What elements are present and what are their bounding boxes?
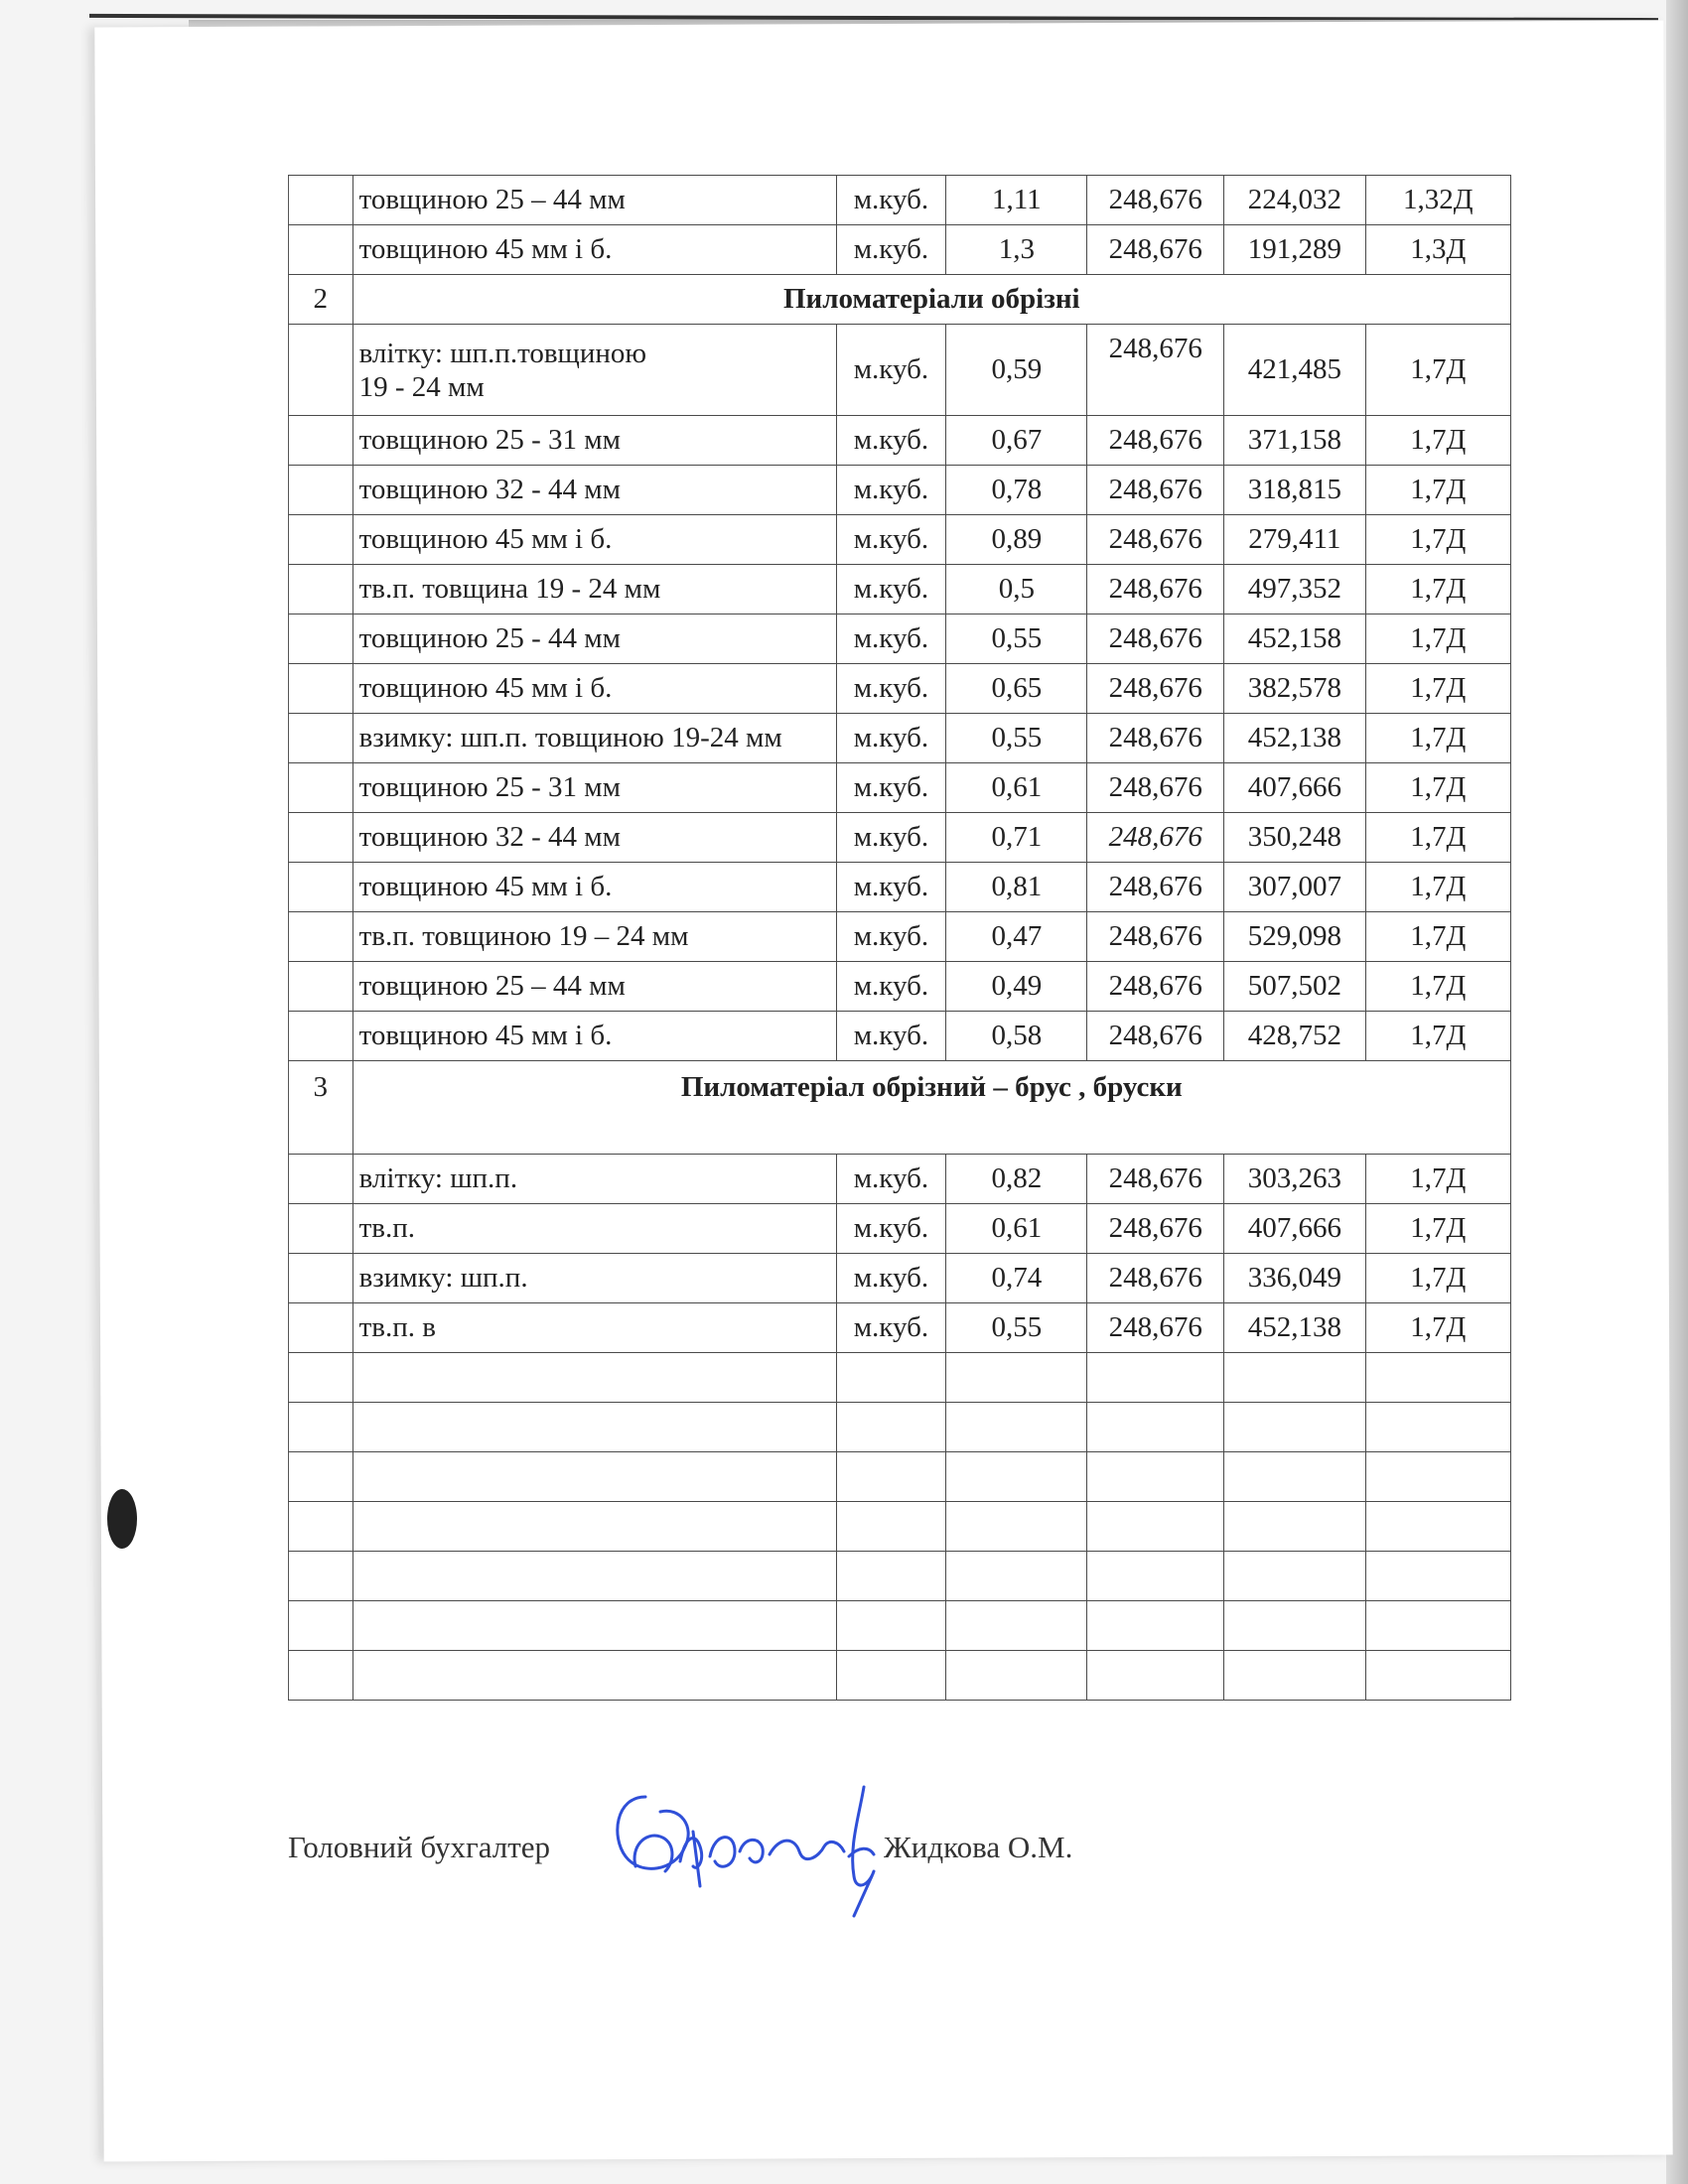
rate-cell: 279,411 [1224,515,1366,565]
punch-hole [107,1489,137,1549]
empty-row [289,1452,1511,1502]
empty-cell [352,1403,836,1452]
unit-cell: м.куб. [836,813,946,863]
rate-cell: 497,352 [1224,565,1366,614]
coefficient-cell: 1,11 [946,176,1087,225]
row-number-cell [289,664,353,714]
code-cell: 1,7Д [1365,813,1510,863]
empty-cell [1224,1353,1366,1403]
empty-cell [289,1601,353,1651]
coefficient-cell: 0,82 [946,1155,1087,1204]
row-number-cell [289,763,353,813]
empty-cell [1365,1353,1510,1403]
price-cell: 248,676 [1087,962,1224,1012]
row-number-cell [289,1254,353,1303]
coefficient-cell: 0,74 [946,1254,1087,1303]
table-row [289,416,1511,466]
row-number-cell [289,813,353,863]
item-name-cell: тв.п. товщина 19 - 24 мм [352,565,836,614]
unit-cell: м.куб. [836,325,946,416]
row-number-cell [289,416,353,466]
unit-cell: м.куб. [836,176,946,225]
price-cell: 248,676 [1087,614,1224,664]
empty-cell [352,1651,836,1701]
coefficient-cell: 0,5 [946,565,1087,614]
empty-cell [1087,1552,1224,1601]
coefficient-cell: 0,61 [946,1204,1087,1254]
empty-cell [836,1552,946,1601]
price-cell: 248,676 [1087,1303,1224,1353]
item-name-line2: 19 - 24 мм [358,370,485,403]
empty-cell [352,1353,836,1403]
empty-cell [946,1552,1087,1601]
item-name-cell: товщиною 45 мм і б. [352,1012,836,1061]
price-cell: 248,676 [1087,1155,1224,1204]
table-row [289,176,1511,225]
row-number-cell [289,1204,353,1254]
empty-row [289,1552,1511,1601]
item-name-cell: товщиною 45 мм і б. [352,863,836,912]
table-row [289,1303,1511,1353]
section-number: 2 [289,275,353,325]
code-cell: 1,7Д [1365,1254,1510,1303]
section-header-row [289,275,1511,325]
unit-cell: м.куб. [836,1254,946,1303]
table-row [289,565,1511,614]
rate-cell: 421,485 [1224,325,1366,416]
row-number-cell [289,176,353,225]
coefficient-cell: 0,71 [946,813,1087,863]
unit-cell: м.куб. [836,1303,946,1353]
table-row [289,225,1511,275]
code-cell: 1,7Д [1365,863,1510,912]
empty-cell [946,1502,1087,1552]
row-number-cell [289,1303,353,1353]
empty-cell [289,1502,353,1552]
price-cell: 248,676 [1087,565,1224,614]
empty-cell [289,1651,353,1701]
row-number-cell [289,515,353,565]
price-cell: 248,676 [1087,1012,1224,1061]
table-row [289,1254,1511,1303]
price-cell: 248,676 [1087,863,1224,912]
table-row [289,714,1511,763]
item-name-cell: товщиною 45 мм і б. [352,664,836,714]
item-name-cell: тв.п. товщиною 19 – 24 мм [352,912,836,962]
rate-cell: 382,578 [1224,664,1366,714]
section-number: 3 [289,1061,353,1155]
table-row [289,912,1511,962]
unit-cell: м.куб. [836,416,946,466]
code-cell: 1,7Д [1365,325,1510,416]
empty-cell [1365,1452,1510,1502]
rates-table [288,175,1511,1701]
rate-cell: 452,138 [1224,1303,1366,1353]
coefficient-cell: 0,55 [946,714,1087,763]
empty-cell [1087,1353,1224,1403]
table-row [289,664,1511,714]
empty-cell [1224,1552,1366,1601]
empty-row [289,1353,1511,1403]
row-number-cell [289,962,353,1012]
empty-cell [1087,1452,1224,1502]
item-name-cell: товщиною 32 - 44 мм [352,813,836,863]
coefficient-cell: 0,59 [946,325,1087,416]
item-name-cell: взимку: шп.п. товщиною 19-24 мм [352,714,836,763]
table-row [289,614,1511,664]
empty-cell [289,1353,353,1403]
empty-cell [1087,1502,1224,1552]
table-row [289,325,1511,416]
rate-cell: 307,007 [1224,863,1366,912]
price-cell: 248,676 [1087,1254,1224,1303]
item-name-cell: товщиною 25 - 31 мм [352,763,836,813]
row-number-cell [289,614,353,664]
unit-cell: м.куб. [836,962,946,1012]
unit-cell: м.куб. [836,1155,946,1204]
code-cell: 1,7Д [1365,962,1510,1012]
code-cell: 1,7Д [1365,1204,1510,1254]
empty-cell [352,1452,836,1502]
empty-cell [1365,1502,1510,1552]
item-name-cell: товщиною 25 – 44 мм [352,962,836,1012]
empty-cell [836,1601,946,1651]
empty-cell [836,1353,946,1403]
item-name-cell: товщиною 25 - 44 мм [352,614,836,664]
unit-cell: м.куб. [836,1204,946,1254]
price-cell: 248,676 [1087,714,1224,763]
empty-cell [946,1403,1087,1452]
rate-cell: 318,815 [1224,466,1366,515]
price-cell: 248,676 [1087,813,1224,863]
rate-cell: 529,098 [1224,912,1366,962]
empty-row [289,1651,1511,1701]
table-row [289,763,1511,813]
code-cell: 1,7Д [1365,565,1510,614]
price-cell: 248,676 [1087,912,1224,962]
table-row [289,466,1511,515]
item-name-cell: тв.п. [352,1204,836,1254]
empty-cell [1365,1552,1510,1601]
rates-table-body [289,176,1511,1701]
empty-row [289,1403,1511,1452]
empty-cell [1224,1403,1366,1452]
row-number-cell [289,714,353,763]
row-number-cell [289,225,353,275]
empty-cell [289,1403,353,1452]
coefficient-cell: 0,47 [946,912,1087,962]
empty-cell [946,1601,1087,1651]
rate-cell: 371,158 [1224,416,1366,466]
unit-cell: м.куб. [836,614,946,664]
unit-cell: м.куб. [836,863,946,912]
empty-cell [836,1452,946,1502]
empty-cell [1365,1403,1510,1452]
table-row [289,962,1511,1012]
row-number-cell [289,1012,353,1061]
item-name-cell: товщиною 45 мм і б. [352,515,836,565]
code-cell: 1,7Д [1365,1155,1510,1204]
price-cell: 248,676 [1087,176,1224,225]
unit-cell: м.куб. [836,1012,946,1061]
price-cell: 248,676 [1087,664,1224,714]
empty-cell [352,1552,836,1601]
coefficient-cell: 0,65 [946,664,1087,714]
section-title: Пиломатеріал обрізний – брус , бруски [352,1061,1510,1155]
price-cell: 248,676 [1087,1204,1224,1254]
row-number-cell [289,325,353,416]
table-row [289,1204,1511,1254]
rate-cell: 452,138 [1224,714,1366,763]
unit-cell: м.куб. [836,912,946,962]
empty-cell [289,1452,353,1502]
empty-cell [946,1651,1087,1701]
code-cell: 1,32Д [1365,176,1510,225]
empty-cell [1224,1452,1366,1502]
empty-cell [836,1502,946,1552]
handwritten-signature [606,1777,923,1926]
coefficient-cell: 0,67 [946,416,1087,466]
empty-cell [1087,1651,1224,1701]
code-cell: 1,7Д [1365,714,1510,763]
rate-cell: 336,049 [1224,1254,1366,1303]
empty-cell [836,1651,946,1701]
empty-cell [289,1552,353,1601]
table-row [289,1012,1511,1061]
item-name-cell: товщиною 32 - 44 мм [352,466,836,515]
coefficient-cell: 0,81 [946,863,1087,912]
item-name-cell: тв.п. в [352,1303,836,1353]
code-cell: 1,7Д [1365,664,1510,714]
price-cell: 248,676 [1087,225,1224,275]
coefficient-cell: 0,55 [946,614,1087,664]
price-cell: 248,676 [1087,416,1224,466]
coefficient-cell: 0,58 [946,1012,1087,1061]
coefficient-cell: 0,49 [946,962,1087,1012]
table-row [289,813,1511,863]
rate-cell: 407,666 [1224,763,1366,813]
price-cell: 248,676 [1087,325,1224,416]
unit-cell: м.куб. [836,664,946,714]
rate-cell: 224,032 [1224,176,1366,225]
coefficient-cell: 0,78 [946,466,1087,515]
code-cell: 1,7Д [1365,1012,1510,1061]
rate-cell: 191,289 [1224,225,1366,275]
section-title: Пиломатеріали обрізні [352,275,1510,325]
empty-cell [946,1353,1087,1403]
row-number-cell [289,466,353,515]
item-name-cell: товщиною 25 - 31 мм [352,416,836,466]
price-cell: 248,676 [1087,763,1224,813]
table-row [289,1155,1511,1204]
empty-cell [1365,1651,1510,1701]
code-cell: 1,7Д [1365,1303,1510,1353]
code-cell: 1,7Д [1365,763,1510,813]
signer-role: Головний бухгалтер [288,1830,551,1864]
rate-cell: 507,502 [1224,962,1366,1012]
coefficient-cell: 1,3 [946,225,1087,275]
empty-cell [1224,1502,1366,1552]
empty-cell [352,1502,836,1552]
row-number-cell [289,912,353,962]
empty-cell [1087,1601,1224,1651]
empty-cell [1087,1403,1224,1452]
table-row [289,515,1511,565]
empty-cell [836,1403,946,1452]
item-name-cell: влітку: шп.п. [352,1155,836,1204]
unit-cell: м.куб. [836,714,946,763]
rate-cell: 407,666 [1224,1204,1366,1254]
coefficient-cell: 0,55 [946,1303,1087,1353]
rate-cell: 428,752 [1224,1012,1366,1061]
item-name-line1: влітку: шп.п.товщиною [358,337,647,369]
item-name-cell [352,325,836,416]
rate-cell: 350,248 [1224,813,1366,863]
rate-cell: 452,158 [1224,614,1366,664]
empty-row [289,1601,1511,1651]
code-cell: 1,3Д [1365,225,1510,275]
code-cell: 1,7Д [1365,515,1510,565]
empty-cell [946,1452,1087,1502]
row-number-cell [289,863,353,912]
empty-cell [1224,1651,1366,1701]
item-name-cell: взимку: шп.п. [352,1254,836,1303]
empty-cell [352,1601,836,1651]
unit-cell: м.куб. [836,225,946,275]
code-cell: 1,7Д [1365,416,1510,466]
row-number-cell [289,565,353,614]
signer-name: Жидкова О.М. [884,1830,1073,1864]
unit-cell: м.куб. [836,466,946,515]
unit-cell: м.куб. [836,515,946,565]
row-number-cell [289,1155,353,1204]
section-header-row [289,1061,1511,1155]
table-row [289,863,1511,912]
code-cell: 1,7Д [1365,614,1510,664]
empty-cell [1365,1601,1510,1651]
rate-cell: 303,263 [1224,1155,1366,1204]
unit-cell: м.куб. [836,763,946,813]
item-name-cell: товщиною 25 – 44 мм [352,176,836,225]
coefficient-cell: 0,61 [946,763,1087,813]
empty-row [289,1502,1511,1552]
empty-cell [1224,1601,1366,1651]
coefficient-cell: 0,89 [946,515,1087,565]
code-cell: 1,7Д [1365,912,1510,962]
price-cell: 248,676 [1087,466,1224,515]
unit-cell: м.куб. [836,565,946,614]
item-name-cell: товщиною 45 мм і б. [352,225,836,275]
price-cell: 248,676 [1087,515,1224,565]
code-cell: 1,7Д [1365,466,1510,515]
